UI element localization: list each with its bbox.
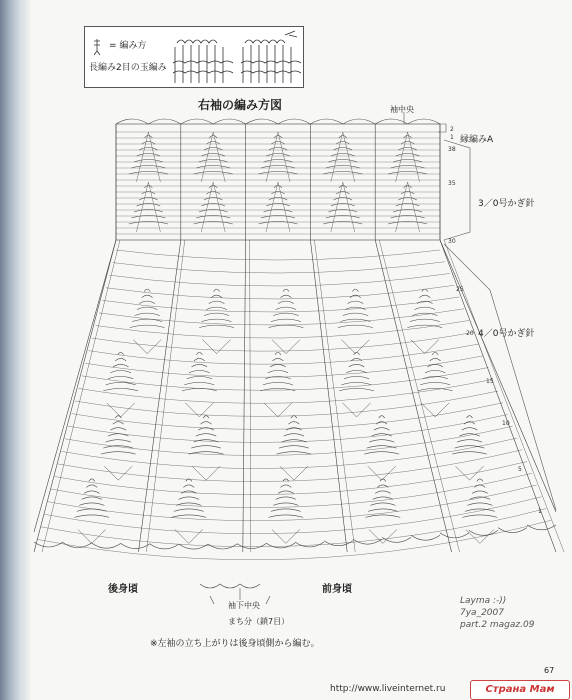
fan-lines bbox=[331, 132, 355, 182]
arched-row bbox=[113, 262, 445, 273]
flare-column-line bbox=[314, 240, 355, 552]
pineapple-motif bbox=[182, 352, 217, 391]
bottom-scallop bbox=[92, 543, 121, 548]
left-sleeve-note: ※左袖の立ち上がりは後身頃側から編む。 bbox=[150, 639, 320, 649]
fan-lines bbox=[266, 182, 290, 232]
front-body-caption: 前身頃 bbox=[322, 584, 352, 595]
bottom-scallop bbox=[295, 542, 324, 547]
flare-column-line bbox=[42, 240, 120, 552]
bottom-scallop bbox=[121, 544, 150, 549]
flare-column-line bbox=[379, 240, 459, 552]
pineapple-motif bbox=[276, 416, 311, 455]
fan-base bbox=[272, 529, 300, 543]
row-number: 2 bbox=[450, 126, 454, 133]
fan-base bbox=[133, 340, 161, 354]
hook-size-bottom-label: 4／0号かぎ針 bbox=[478, 329, 535, 339]
signature-line: Layma :-)) bbox=[460, 596, 507, 606]
flare-column-line bbox=[243, 240, 246, 552]
bottom-scallop bbox=[527, 525, 556, 530]
pineapple-motif bbox=[388, 186, 427, 225]
row-number: 20 bbox=[466, 330, 474, 337]
bottom-scallop bbox=[498, 528, 527, 533]
fan-lines bbox=[201, 182, 225, 232]
arched-row bbox=[92, 332, 474, 351]
pineapple-motif bbox=[388, 136, 427, 175]
back-body-caption: 後身頃 bbox=[108, 584, 138, 595]
pineapple-motif bbox=[323, 136, 362, 175]
bottom-scallop bbox=[150, 544, 179, 549]
row-number: 15 bbox=[486, 378, 494, 385]
arched-row bbox=[75, 391, 498, 416]
arched-row bbox=[116, 250, 440, 260]
signature-line: 7ya_2007 bbox=[460, 608, 504, 618]
row-number: 10 bbox=[502, 420, 510, 427]
fan-base bbox=[421, 403, 449, 417]
row-number: 5 bbox=[518, 466, 522, 473]
fan-base bbox=[341, 340, 369, 354]
fan-base bbox=[343, 403, 371, 417]
arched-row bbox=[102, 297, 459, 312]
underarm-center-label: 袖下中央 bbox=[228, 601, 260, 610]
flare-column-line bbox=[138, 240, 180, 552]
pineapple-motif bbox=[418, 352, 453, 391]
fan-base bbox=[264, 403, 292, 417]
bottom-scallop bbox=[440, 533, 469, 538]
arched-row bbox=[41, 509, 546, 547]
pineapple-motif bbox=[74, 479, 109, 517]
pineapple-motif bbox=[129, 136, 168, 175]
scallop-edge bbox=[181, 119, 213, 124]
fan-base bbox=[272, 340, 300, 354]
pineapple-motif bbox=[269, 289, 304, 328]
source-url: http://www.liveinternet.ru bbox=[330, 684, 446, 694]
bottom-scallop bbox=[411, 535, 440, 540]
fan-lines bbox=[331, 182, 355, 232]
bottom-scallop bbox=[324, 541, 353, 546]
pineapple-motif bbox=[258, 136, 297, 175]
bottom-scallop bbox=[34, 542, 63, 547]
pineapple-motif bbox=[189, 416, 224, 455]
row-number: 38 bbox=[448, 146, 456, 153]
arched-row bbox=[61, 438, 517, 468]
arched-row bbox=[37, 520, 551, 560]
fan-base bbox=[466, 529, 494, 543]
row-number: 35 bbox=[448, 180, 456, 187]
pineapple-motif bbox=[103, 352, 138, 391]
pineapple-motif bbox=[452, 416, 487, 455]
scallop-edge bbox=[408, 119, 440, 124]
signature-line: part.2 magaz.09 bbox=[460, 620, 535, 630]
gusset-chain bbox=[200, 584, 260, 588]
fan-base bbox=[78, 529, 106, 543]
row-number: 25 bbox=[456, 286, 464, 293]
arched-row bbox=[85, 356, 483, 377]
arched-row bbox=[51, 473, 532, 507]
scallop-edge bbox=[343, 119, 375, 124]
hook-size-top-label: 3／0号かぎ針 bbox=[478, 199, 535, 209]
scallop-edge bbox=[246, 119, 278, 124]
page-number: 67 bbox=[544, 666, 555, 675]
pineapple-motif bbox=[194, 136, 233, 175]
pineapple-motif bbox=[171, 479, 206, 517]
fan-lines bbox=[201, 132, 225, 182]
pineapple-motif bbox=[261, 352, 296, 391]
pickup-stitches-label: まち分（鎖7目） bbox=[228, 617, 290, 626]
fan-lines bbox=[136, 132, 160, 182]
pineapple-motif bbox=[199, 289, 234, 328]
fan-base bbox=[369, 529, 397, 543]
arched-row bbox=[89, 344, 479, 364]
legend-stitch-caption: 長編み2目の玉編み bbox=[89, 63, 167, 73]
fan-base bbox=[175, 529, 203, 543]
pineapple-motif bbox=[268, 479, 303, 517]
row-number: 1 bbox=[538, 508, 542, 515]
watermark-logo: Страна Мам bbox=[470, 680, 570, 700]
chart-brackets bbox=[240, 112, 556, 600]
scallop-edge bbox=[116, 119, 148, 124]
arched-row bbox=[106, 285, 455, 299]
scallop-edge bbox=[310, 119, 342, 124]
pineapple-motif bbox=[129, 186, 168, 225]
bottom-scallop bbox=[382, 537, 411, 542]
signature bbox=[460, 595, 534, 631]
arched-row bbox=[58, 450, 522, 482]
pineapple-motif bbox=[258, 186, 297, 225]
pattern-a-label: 縁編みA bbox=[460, 135, 494, 145]
row-number: 1 bbox=[450, 134, 454, 141]
pineapple-motif bbox=[407, 289, 442, 328]
row-number: 30 bbox=[448, 238, 456, 245]
page-title: 右袖の編み方図 bbox=[198, 98, 283, 112]
bottom-scallop bbox=[179, 544, 208, 549]
pineapple-motif bbox=[194, 186, 233, 225]
scallop-edge bbox=[213, 119, 245, 124]
flare-edge bbox=[34, 240, 556, 532]
flare-column-line bbox=[250, 240, 251, 552]
pineapple-motif bbox=[130, 289, 165, 328]
pineapple-motif bbox=[323, 186, 362, 225]
scallop-edge bbox=[278, 119, 310, 124]
legend-symbol-label: = 編み方 bbox=[109, 41, 147, 51]
sleeve-center-label: 袖中央 bbox=[390, 105, 414, 114]
fan-base bbox=[107, 403, 135, 417]
bottom-scallop bbox=[266, 543, 295, 548]
fan-base bbox=[456, 466, 484, 480]
arched-row bbox=[68, 415, 508, 443]
pineapple-motif bbox=[463, 479, 498, 517]
fan-lines bbox=[266, 132, 290, 182]
fan-lines bbox=[136, 182, 160, 232]
arched-row bbox=[65, 426, 513, 455]
bottom-scallop bbox=[63, 543, 92, 548]
fan-base bbox=[203, 340, 231, 354]
fan-lines bbox=[396, 132, 420, 182]
bottom-scallop bbox=[469, 530, 498, 535]
fan-lines bbox=[396, 182, 420, 232]
arched-row bbox=[109, 274, 450, 287]
bottom-scallop bbox=[237, 544, 266, 549]
arched-row bbox=[96, 321, 470, 339]
scallop-edge bbox=[148, 119, 180, 124]
fan-base bbox=[192, 466, 220, 480]
scallop-edge bbox=[375, 119, 407, 124]
arched-row bbox=[99, 309, 464, 325]
